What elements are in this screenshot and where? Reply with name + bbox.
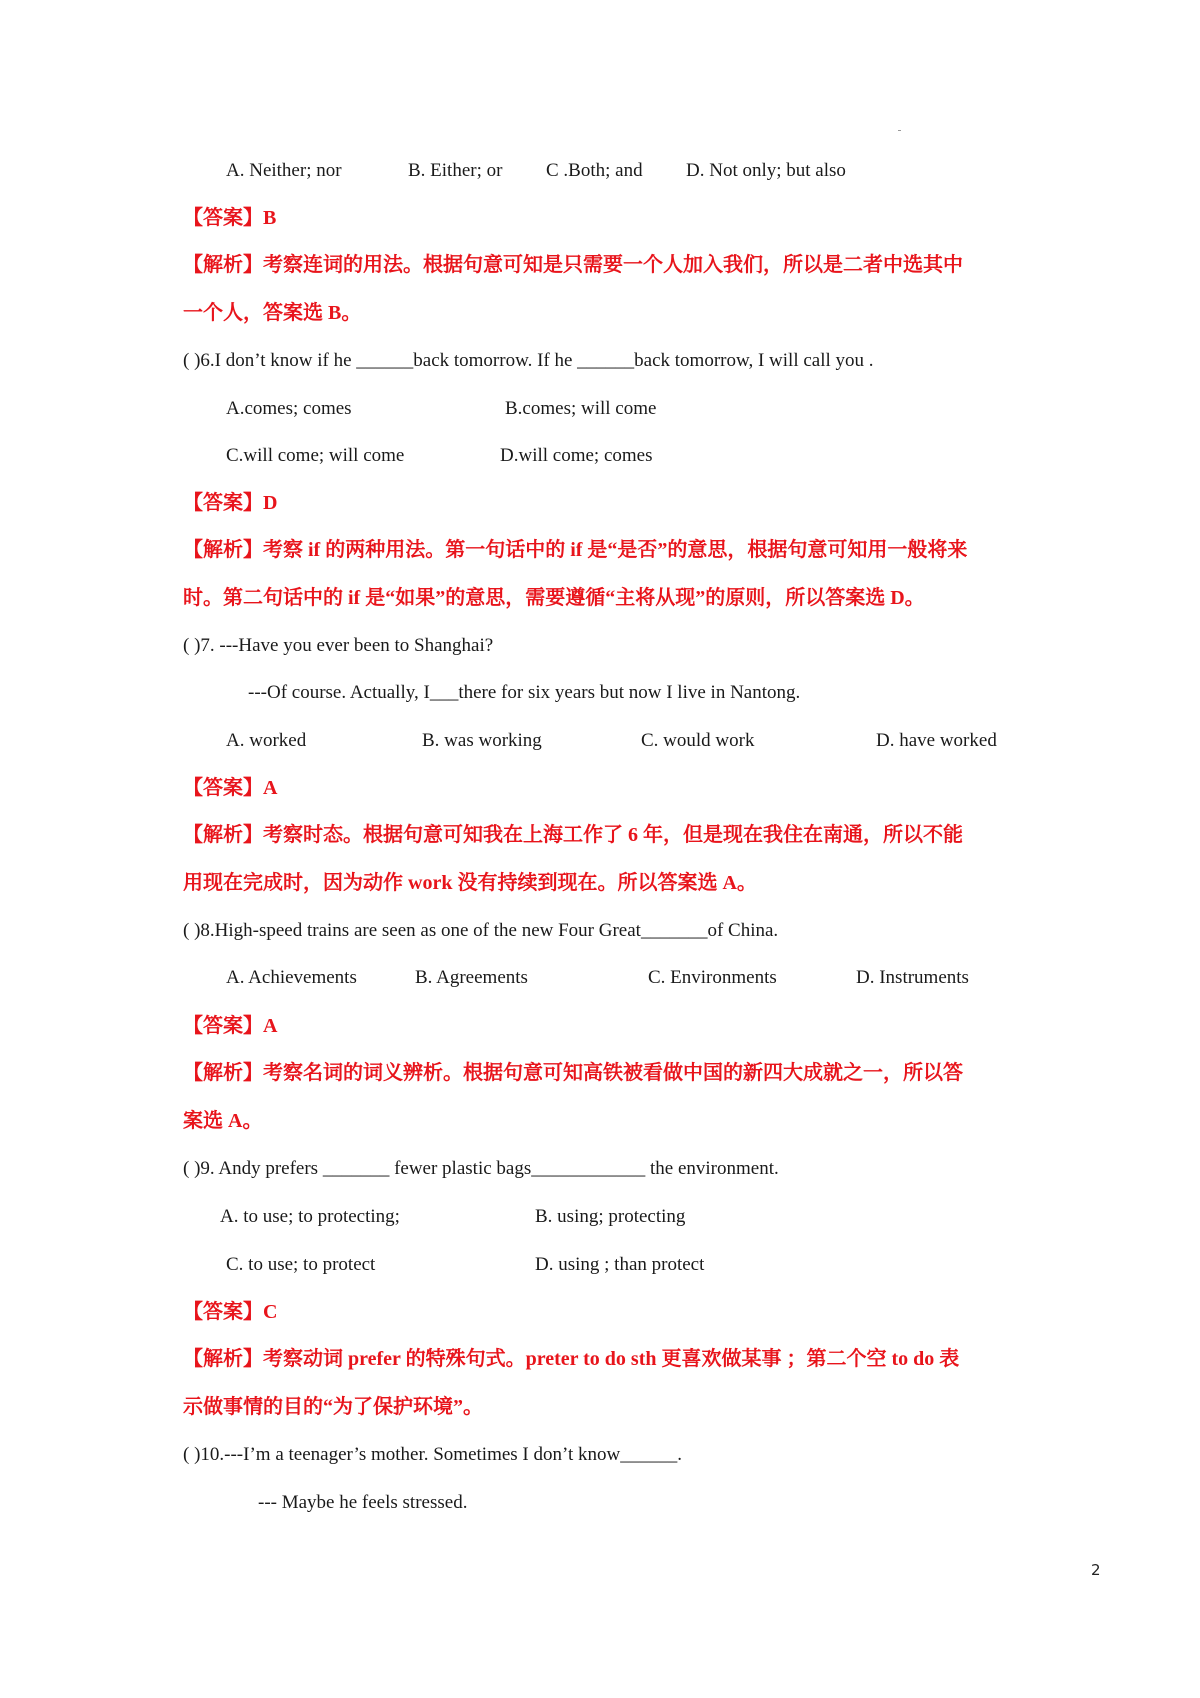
option-c: C.will come; will come xyxy=(226,445,405,466)
option-c: C. would work xyxy=(641,730,755,751)
option-a: A. Neither; nor xyxy=(226,160,342,181)
q7-answer: 【答案】A xyxy=(183,777,278,799)
option-d: D. Not only; but also xyxy=(686,160,846,181)
q7-stem-2: ---Of course. Actually, I___there for six years but now I live in Nantong. xyxy=(248,682,801,703)
q8-analysis-2: 案选 A。 xyxy=(183,1110,263,1132)
option-b: B. Agreements xyxy=(415,967,528,988)
q6-stem: ( )6.I don’t know if he ______back tomorrow. If he ______back tomorrow, I will call you . xyxy=(183,350,874,371)
option-c: C. to use; to protect xyxy=(226,1254,376,1275)
header-mark xyxy=(898,130,901,131)
option-a: A. to use; to protecting; xyxy=(220,1206,400,1227)
option-a: A. worked xyxy=(226,730,307,751)
q5-analysis-1: 【解析】考察连词的用法。根据句意可知是只需要一个人加入我们，所以是二者中选其中 xyxy=(183,254,963,276)
q9-analysis-2: 示做事情的目的“为了保护环境”。 xyxy=(183,1396,483,1418)
q5-answer: 【答案】B xyxy=(183,207,277,229)
q9-analysis-1: 【解析】考察动词 prefer 的特殊句式。preter to do sth 更喜欢做某事 ；第二个空 to do 表 xyxy=(183,1348,960,1370)
q8-analysis-1: 【解析】考察名词的词义辨析。根据句意可知高铁被看做中国的新四大成就之一，所以答 xyxy=(183,1062,963,1084)
q10-stem: ( )10.---I’m a teenager’s mother. Sometimes I don’t know______. xyxy=(183,1444,682,1465)
option-b: B. was working xyxy=(422,730,542,751)
q7-analysis-1: 【解析】考察时态。根据句意可知我在上海工作了 6 年，但是现在我住在南通，所以不能 xyxy=(183,824,963,846)
q7-stem: ( )7. ---Have you ever been to Shanghai? xyxy=(183,635,494,656)
option-c: C. Environments xyxy=(648,967,777,988)
q9-stem: ( )9. Andy prefers _______ fewer plastic bags____________ the environment. xyxy=(183,1158,779,1179)
q6-answer: 【答案】D xyxy=(183,492,278,514)
option-d: D. have worked xyxy=(876,730,997,751)
q6-analysis-1: 【解析】考察 if 的两种用法。第一句话中的 if 是“是否”的意思，根据句意可知用一般将来 xyxy=(183,539,968,561)
option-a: A. Achievements xyxy=(226,967,357,988)
q8-stem: ( )8.High-speed trains are seen as one of the new Four Great_______of China. xyxy=(183,920,779,941)
q8-answer: 【答案】A xyxy=(183,1015,278,1037)
option-c: C .Both; and xyxy=(546,160,643,181)
q5-analysis-2: 一个人，答案选 B。 xyxy=(183,302,362,324)
option-d: D. Instruments xyxy=(856,967,969,988)
option-d: D.will come; comes xyxy=(500,445,653,466)
q9-answer: 【答案】C xyxy=(183,1301,278,1323)
q10-stem-2: --- Maybe he feels stressed. xyxy=(258,1492,468,1513)
option-b: B. using; protecting xyxy=(535,1206,686,1227)
q7-analysis-2: 用现在完成时，因为动作 work 没有持续到现在。所以答案选 A。 xyxy=(183,872,757,894)
option-d: D. using ; than protect xyxy=(535,1254,705,1275)
q6-analysis-2: 时。第二句话中的 if 是“如果”的意思，需要遵循“主将从现”的原则，所以答案选 D。 xyxy=(183,587,925,609)
option-b: B. Either; or xyxy=(408,160,503,181)
page-number: 2 xyxy=(1091,1561,1101,1579)
option-b: B.comes; will come xyxy=(505,398,657,419)
option-a: A.comes; comes xyxy=(226,398,352,419)
